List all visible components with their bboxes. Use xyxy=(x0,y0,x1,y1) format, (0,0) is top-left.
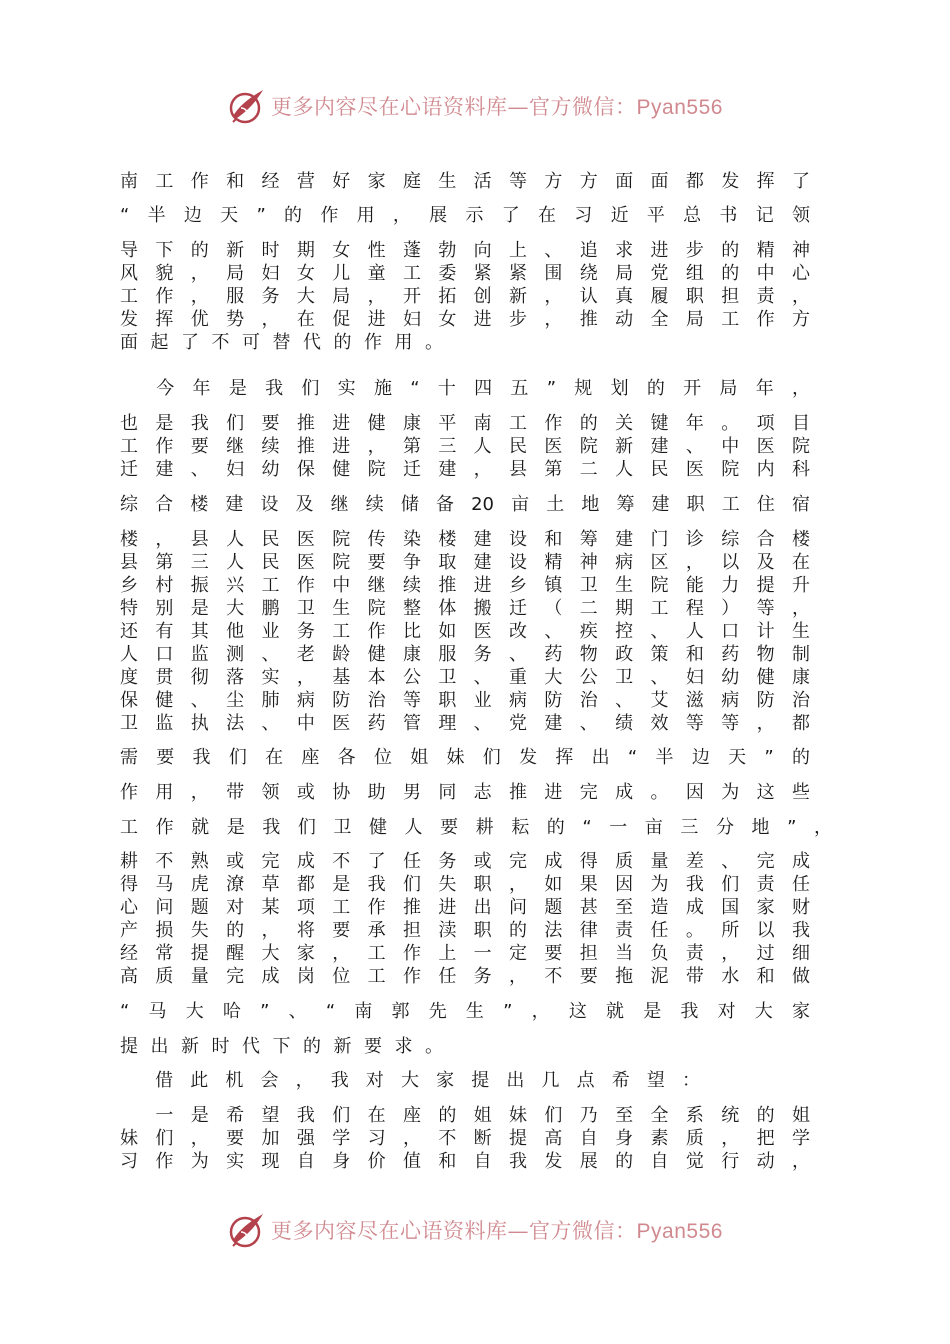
text-line: 工作，服务大局，开拓创新，认真履职担责， xyxy=(120,286,810,307)
text-line: 也是我们要推进健康平南工作的关键年。项目 xyxy=(120,413,810,434)
text-line: 乡村振兴工作中继续推进乡镇卫生院能力提升 xyxy=(120,575,810,596)
text-line: 一是希望我们在座的姐妹们乃至全系统的姐 xyxy=(120,1105,810,1126)
text-line: 提出新时代下的新要求。 xyxy=(120,1036,456,1057)
text-line: 妹们，要加强学习，不断提高自身素质，把学 xyxy=(120,1128,810,1149)
text-line: 迁建、妇幼保健院迁建，县第二人民医院内科 xyxy=(120,459,810,480)
text-line: 工作要继续推进，第三人民医院新建、中医院 xyxy=(120,436,810,457)
text-line: 产损失的，将要承担渎职的法律责任。所以我 xyxy=(120,920,810,941)
text-line: “马大哈”、“南郭先生”，这就是我对大家 xyxy=(120,1001,810,1022)
text-line: 县第三人民医院要争取建设精神病区，以及在 xyxy=(120,552,810,573)
banner-text: 更多内容尽在心语资料库—官方微信：Pyan556 xyxy=(271,95,723,119)
text-line: 还有其他业务工作比如医改、疾控、人口计生 xyxy=(120,621,810,642)
text-line: “半边天”的作用，展示了在习近平总书记领 xyxy=(120,205,810,226)
text-line: 借此机会，我对大家提出几点希望： xyxy=(120,1070,700,1091)
text-line: 卫监执法、中医药管理、党建、绩效等等，都 xyxy=(120,713,810,734)
wechat-id: Pyan556 xyxy=(636,96,723,119)
text-line: 综合楼建设及继续储备20亩土地筹建职工住宿 xyxy=(120,494,810,515)
quill-pen-logo-icon xyxy=(227,1210,267,1250)
text-line: 风貌，局妇女儿童工委紧紧围绕局党组的中心 xyxy=(120,263,810,284)
text-line: 特别是大鹏卫生院整体搬迁（二期工程）等， xyxy=(120,598,810,619)
text-line: 需要我们在座各位姐妹们发挥出“半边天”的 xyxy=(120,747,810,768)
text-line: 高质量完成岗位工作任务，不要拖泥带水和做 xyxy=(120,966,810,987)
text-line: 经常提醒大家，工作上一定要担当负责，过细 xyxy=(120,943,810,964)
quill-pen-logo-icon xyxy=(227,86,267,126)
text-line: 心问题对某项工作推进出问题甚至造成国家财 xyxy=(120,897,810,918)
text-line: 作用，带领或协助男同志推进完成。因为这些 xyxy=(120,782,810,803)
text-line: 楼，县人民医院传染楼建设和筹建门诊综合楼 xyxy=(120,529,810,550)
text-line: 习作为实现自身价值和自我发展的自觉行动， xyxy=(120,1151,810,1172)
banner-text: 更多内容尽在心语资料库—官方微信：Pyan556 xyxy=(271,1219,723,1243)
text-line: 南工作和经营好家庭生活等方方面面都发挥了 xyxy=(120,171,810,192)
text-line: 得马虎潦草都是我们失职，如果因为我们责任 xyxy=(120,874,810,895)
text-line: 发挥优势，在促进妇女进步，推动全局工作方 xyxy=(120,309,810,330)
text-line: 今年是我们实施“十四五”规划的开局年， xyxy=(120,378,810,399)
text-line: 耕不熟或完成不了任务或完成得质量差、完成 xyxy=(120,851,810,872)
text-line: 人口监测、老龄健康服务、药物政策和药物制 xyxy=(120,644,810,665)
wechat-id: Pyan556 xyxy=(636,1220,723,1243)
header-banner xyxy=(0,84,950,128)
text-line: 度贯彻落实，基本公卫、重大公卫、妇幼健康 xyxy=(120,667,810,688)
footer-banner xyxy=(0,1208,950,1252)
text-line: 导下的新时期女性蓬勃向上、追求进步的精神 xyxy=(120,240,810,261)
text-line: 面起了不可替代的作用。 xyxy=(120,332,456,353)
text-line: 工作就是我们卫健人要耕耘的“一亩三分地”， xyxy=(120,817,832,838)
text-line: 保健、尘肺病防治等职业病防治、艾滋病防治 xyxy=(120,690,810,711)
